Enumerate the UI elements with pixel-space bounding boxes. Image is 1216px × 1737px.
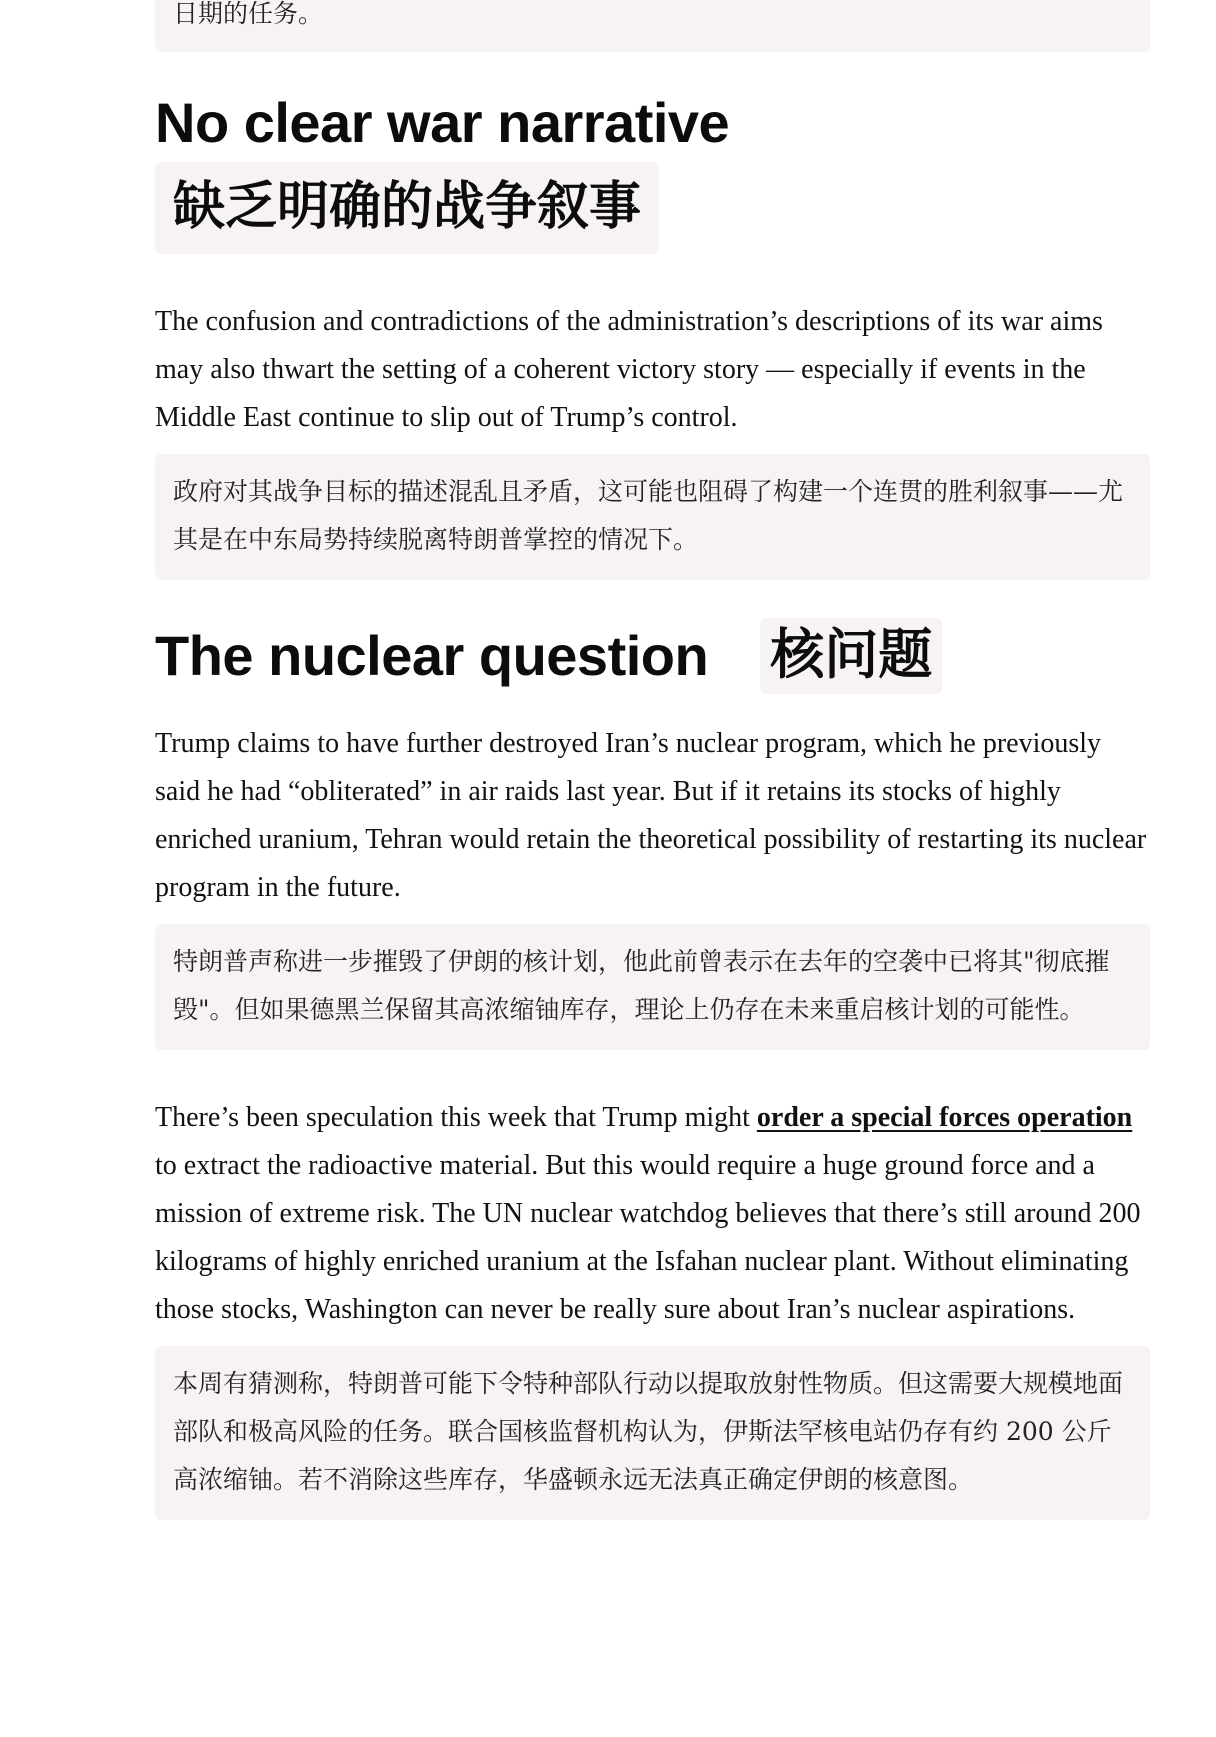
paragraph-text-after-link: to extract the radioactive material. But this would require a huge ground force and a mission of extreme risk. The UN nuclear watchdog believes that there’s still around 200 kilograms of highly enriched uranium at the Isfahan nuclear plant. Without eliminating those stocks, Washington can never be really sure about Iran’s nuclear aspirations. [155,1150,1141,1325]
paragraph-english: The confusion and contradictions of the administration’s descriptions of its war aims may also thwart the setting of a coherent victory story — especially if events in the Middle East continue to slip out of Trump’s control. [155,306,1103,433]
translation-box-top [155,0,1150,52]
translation-box [155,454,1150,580]
paragraph-english: Trump claims to have further destroyed Iran’s nuclear program, which he previously said he had “obliterated” in air raids last year. But if it retains its stocks of highly enriched uranium, Tehran would retain the theoretical possibility of restarting its nuclear program in the future. [155,728,1147,903]
heading-chinese: 缺乏明确的战争叙事 [155,162,659,254]
translation-text: 特朗普声称进一步摧毁了伊朗的核计划，他此前曾表示在去年的空袭中已将其"彻底摧毁"。但如果德黑兰保留其高浓缩铀库存，理论上仍存在未来重启核计划的可能性。 [173,947,1110,1024]
section-heading-nuclear-question [155,618,1150,694]
heading-english: No clear war narrative [155,91,730,154]
heading-chinese: 核问题 [760,618,942,694]
translation-text: 政府对其战争目标的描述混乱且矛盾，这可能也阻碍了构建一个连贯的胜利叙事——尤其是在中东局势持续脱离特朗普掌控的情况下。 [173,477,1124,554]
special-forces-operation-link[interactable]: order a special forces operation [756,1102,1133,1133]
translation-box [155,1346,1150,1520]
article-body [155,0,1150,1520]
translation-text: 日期的任务。 [173,0,324,28]
paragraph-english-2 [155,1094,1150,1334]
paragraph-text-before-link: There’s been speculation this week that Trump might [155,1102,757,1133]
translation-box [155,924,1150,1050]
heading-english: The nuclear question [155,624,709,687]
section-heading-no-clear-war-narrative [155,90,1150,254]
translation-text: 本周有猜测称，特朗普可能下令特种部队行动以提取放射性物质。但这需要大规模地面部队和极高风险的任务。联合国核监督机构认为，伊斯法罕核电站仍存有约 200 公斤高浓缩铀。若不消除这些库存，华盛顿永远无法真正确定伊朗的核意图。 [173,1369,1124,1494]
